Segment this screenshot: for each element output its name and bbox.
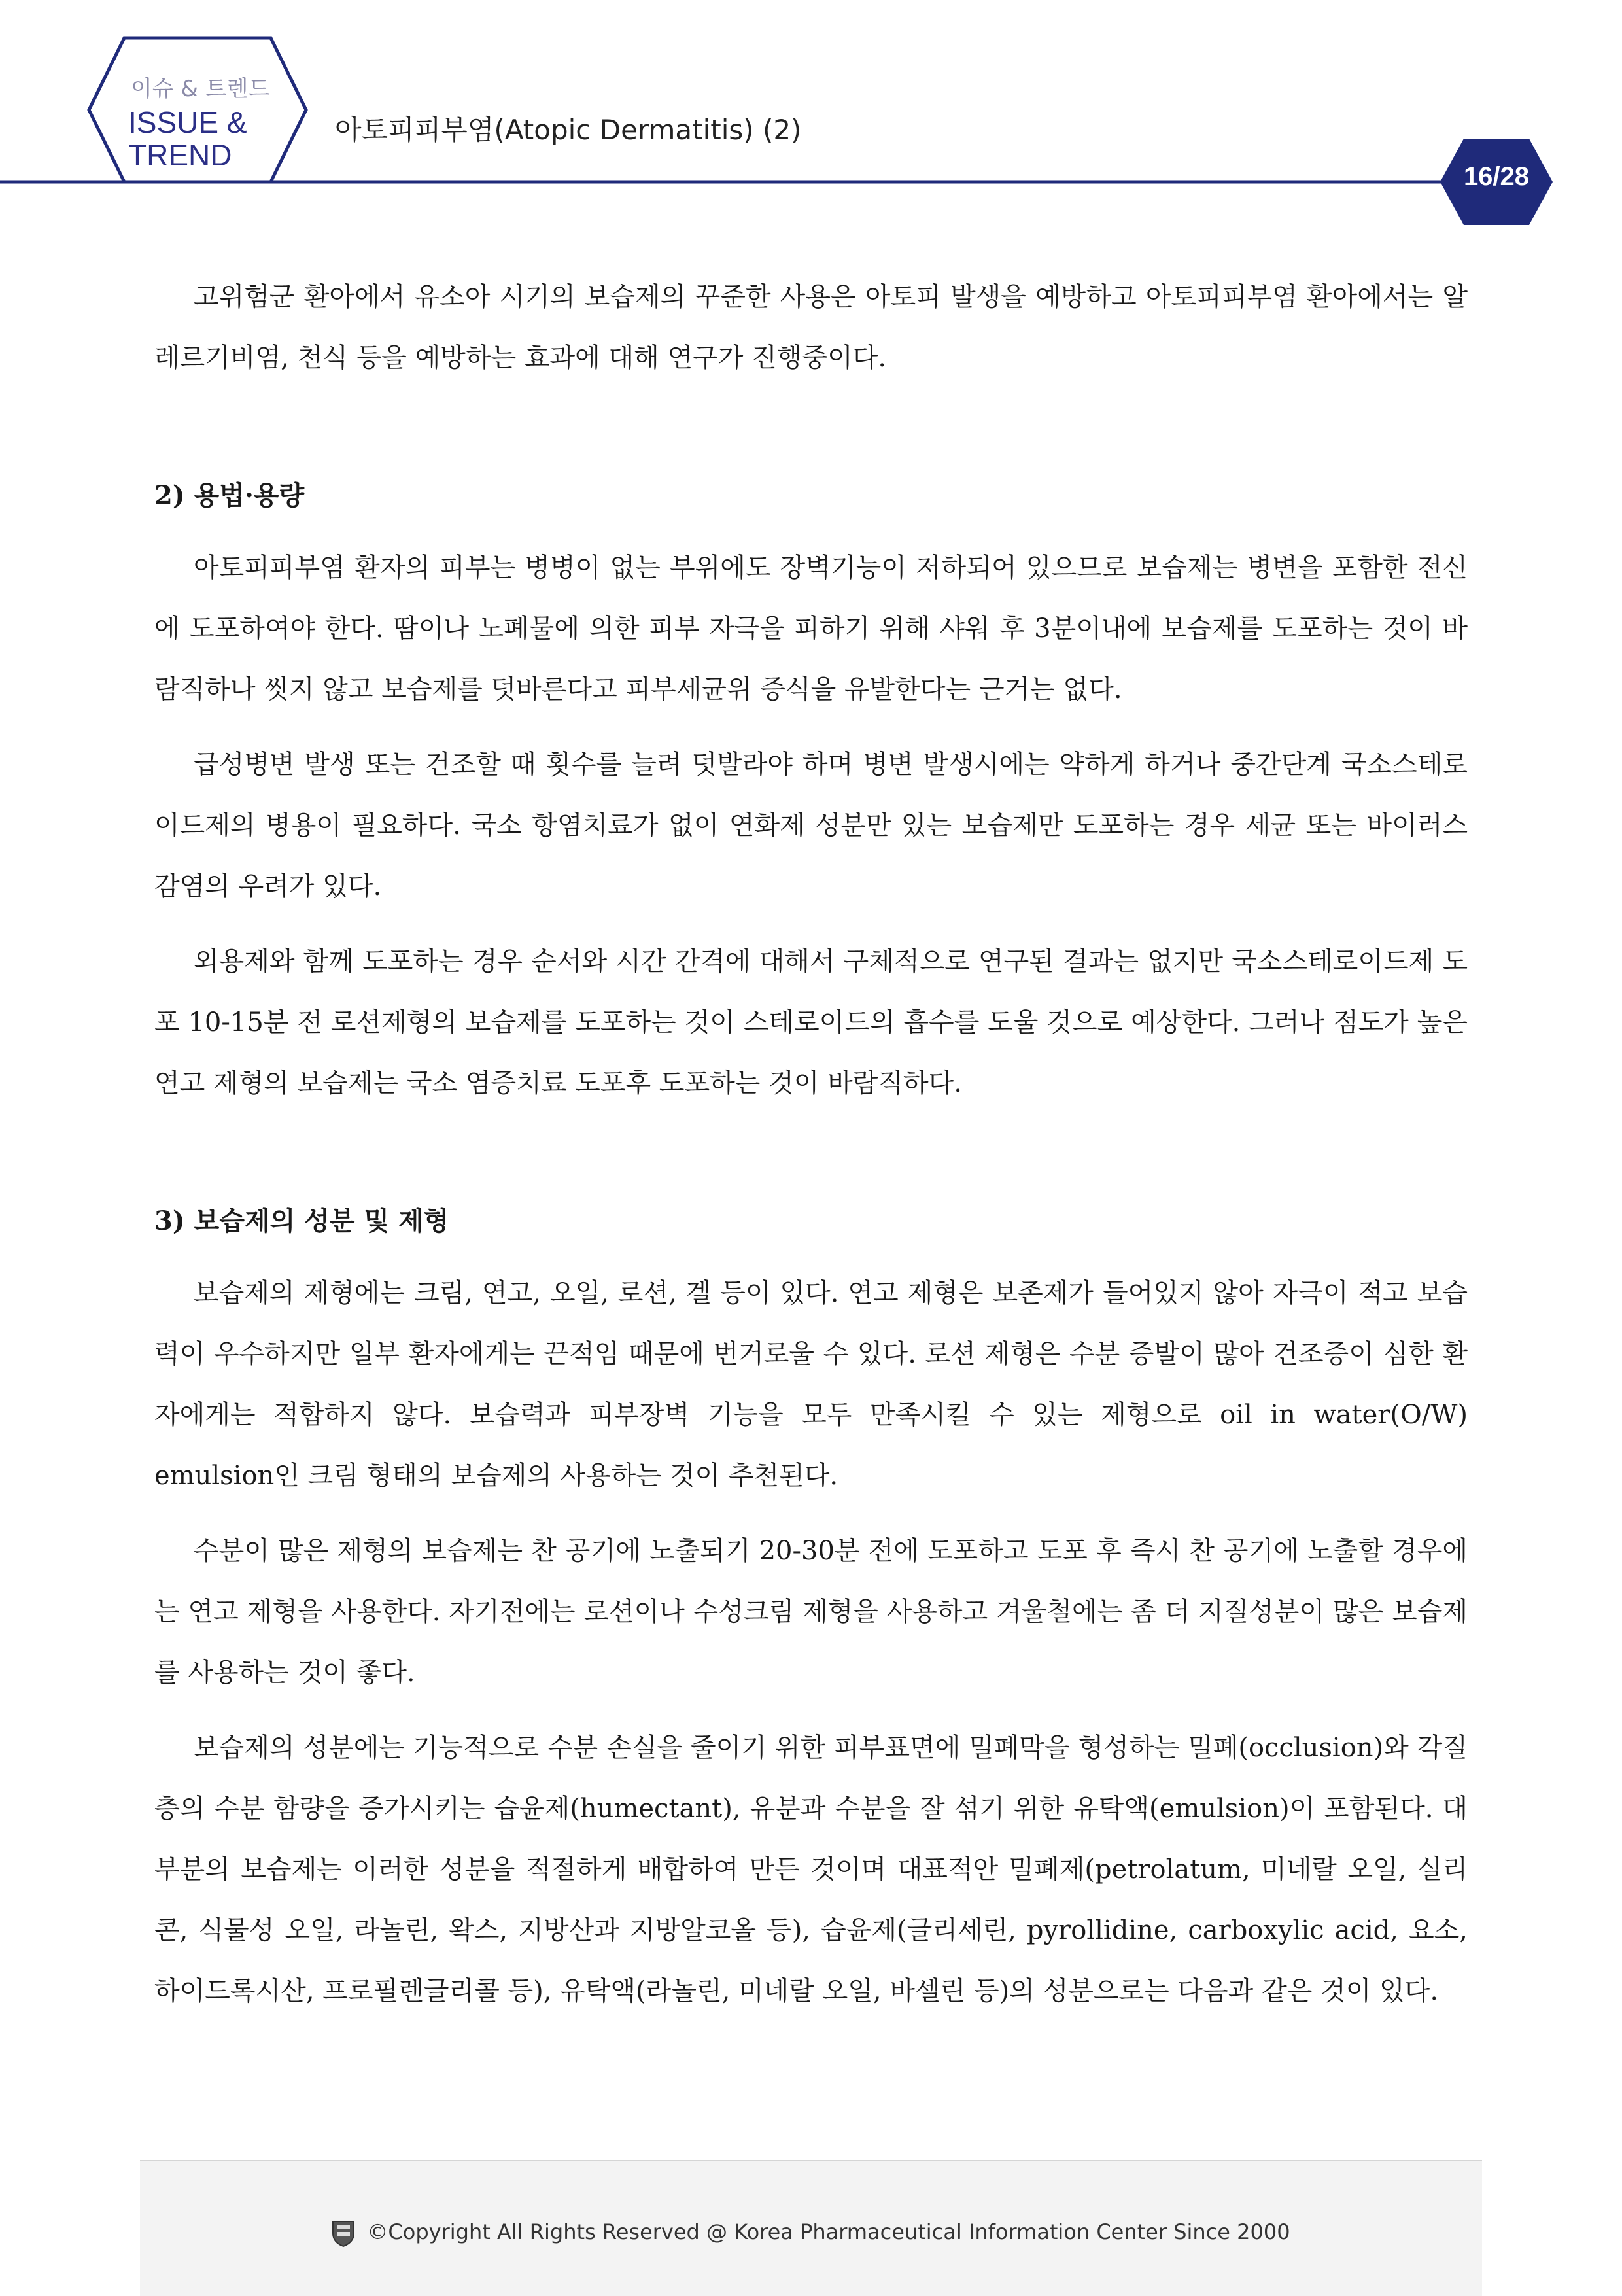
brand-korean: 이슈 & 트렌드	[131, 76, 270, 102]
page-number: 16/28	[1463, 162, 1530, 191]
intro-paragraph: 고위험군 환아에서 유소아 시기의 보습제의 꾸준한 사용은 아토피 발생을 예방하고 아토피피부염 환아에서는 알레르기비염, 천식 등을 예방하는 효과에 대해 연구가 진행중이다.	[154, 282, 1468, 373]
section-3-paragraph: 보습제의 성분에는 기능적으로 수분 손실을 줄이기 위한 피부표면에 밀폐막을 형성하는 밀폐(occlusion)와 각질층의 수분 함량을 증가시키는 습윤제(humectant), 유분과 수분을 잘 섞기 위한 유탁액(emulsion)이 포함된다. 대부분의 보습제는 이러한 성분을 적절하게 배합하여 만든 것이며 대표적안 밀폐제(petrolatum, 미네랄 오일, 실리콘, 식물성 오일, 라놀린, 왁스, 지방산과 지방알코올 등), 습윤제(글리세린, pyrollidine, carboxylic acid, 요소, 하이드록시산, 프로필렌글리콜 등), 유탁액(라놀린, 미네랄 오일, 바셀린 등)의 성분으로는 다음과 같은 것이 있다.	[154, 1733, 1468, 2006]
section-2-paragraph: 아토피피부염 환자의 피부는 병병이 없는 부위에도 장벽기능이 저하되어 있으므로 보습제는 병변을 포함한 전신에 도포하여야 한다. 땀이나 노폐물에 의한 피부 자극을 피하기 위해 샤워 후 3분이내에 보습제를 도포하는 것이 바람직하나 씻지 않고 보습제를 덧바른다고 피부세균위 증식을 유발한다는 근거는 없다.	[154, 553, 1468, 704]
section-2-heading: 2) 용법·용량	[154, 480, 305, 511]
footer	[140, 2160, 1482, 2296]
section-3-paragraph: 수분이 많은 제형의 보습제는 찬 공기에 노출되기 20-30분 전에 도포하고 도포 후 즉시 찬 공기에 노출할 경우에는 연고 제형을 사용한다. 자기전에는 로션이나 수성크림 제형을 사용하고 겨울철에는 좀 더 지질성분이 많은 보습제를 사용하는 것이 좋다.	[154, 1536, 1468, 1688]
section-2-paragraph: 외용제와 함께 도포하는 경우 순서와 시간 간격에 대해서 구체적으로 연구된 결과는 없지만 국소스테로이드제 도포 10-15분 전 로션제형의 보습제를 도포하는 것이 스테로이드의 흡수를 도울 것으로 예상한다. 그러나 점도가 높은 연고 제형의 보습제는 국소 염증치료 도포후 도포하는 것이 바람직하다.	[154, 947, 1468, 1098]
footer-line	[140, 2219, 1482, 2248]
document-title: 아토피피부염(Atopic Dermatitis) (2)	[335, 114, 802, 146]
section-2-paragraph: 급성병변 발생 또는 건조할 때 횟수를 늘려 덧발라야 하며 병변 발생시에는 약하게 하거나 중간단계 국소스테로이드제의 병용이 필요하다. 국소 항염치료가 없이 연화제 성분만 있는 보습제만 도포하는 경우 세균 또는 바이러스 감염의 우려가 있다.	[154, 750, 1468, 901]
main-content	[154, 267, 1468, 2036]
section-3-heading: 3) 보습제의 성분 및 제형	[154, 1206, 449, 1236]
crest-icon	[332, 2219, 355, 2248]
brand-issue: ISSUE &	[128, 105, 247, 139]
brand-trend: TREND	[128, 138, 232, 172]
section-3-paragraph: 보습제의 제형에는 크림, 연고, 오일, 로션, 겔 등이 있다. 연고 제형은 보존제가 들어있지 않아 자극이 적고 보습력이 우수하지만 일부 환자에게는 끈적임 때문에 번거로울 수 있다. 로션 제형은 수분 증발이 많아 건조증이 심한 환자에게는 적합하지 않다. 보습력과 피부장벽 기능을 모두 만족시킬 수 있는 제형으로 oil in water(O/W) emulsion인 크림 형태의 보습제의 사용하는 것이 추천된다.	[154, 1278, 1468, 1491]
copyright-text: ©Copyright All Rights Reserved @ Korea Pharmaceutical Information Center Since 2000	[367, 2219, 1290, 2244]
